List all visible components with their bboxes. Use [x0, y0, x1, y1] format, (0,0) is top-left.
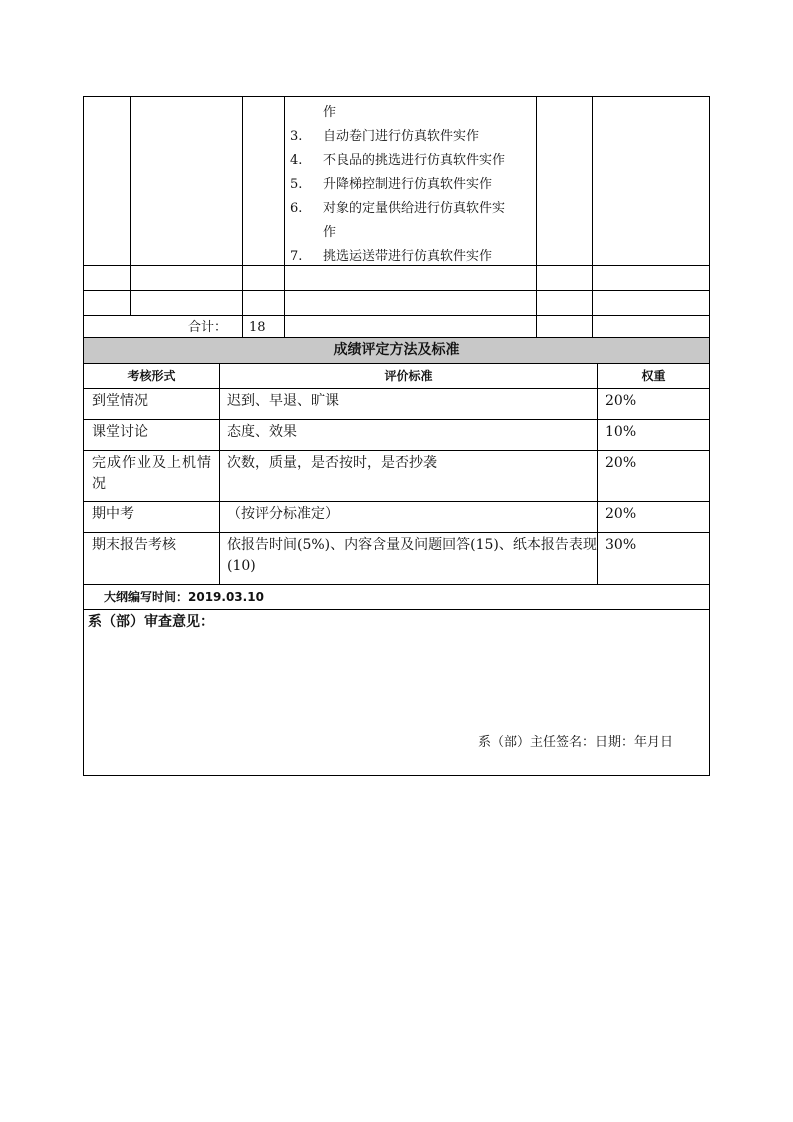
list-item: 5. 升降梯控制进行仿真软件实作 [290, 177, 493, 192]
total-label: 合计： [187, 320, 227, 335]
row-form: 期末报告考核 [92, 537, 176, 553]
row-weight: 20% [605, 506, 637, 522]
lesson-table [83, 96, 710, 338]
list-item: 6. 对象的定量供给进行仿真软件实 [290, 201, 506, 216]
section-title: 成绩评定方法及标准 [84, 338, 709, 364]
row-weight: 20% [605, 393, 637, 409]
row-form: 到堂情况 [92, 393, 148, 409]
col-divider [242, 97, 243, 337]
row-divider [84, 419, 709, 420]
review-label: 系（部）审查意见： [88, 614, 214, 630]
syllabus-page [83, 96, 710, 776]
row-criteria: 态度、效果 [227, 424, 297, 440]
outline-time: 大纲编写时间：2019.03.10 [104, 590, 264, 604]
signature-line: 系（部）主任签名：日期：年月日 [477, 735, 673, 750]
row-criteria: （按评分标准定） [227, 506, 339, 522]
header-form: 考核形式 [127, 369, 176, 383]
col-divider [219, 364, 220, 584]
row-criteria: 次数，质量，是否按时，是否抄袭 [227, 455, 437, 471]
list-item: 作 [323, 105, 337, 120]
row-criteria: 迟到、早退、旷课 [227, 393, 339, 409]
col-divider [592, 97, 593, 337]
row-divider [84, 609, 709, 610]
header-weight: 权重 [641, 369, 666, 383]
col-divider [597, 364, 598, 584]
grading-table [83, 338, 710, 776]
row-divider [84, 290, 709, 291]
row-weight: 20% [605, 455, 637, 471]
row-divider [84, 315, 709, 316]
row-divider [84, 450, 709, 451]
row-divider [84, 584, 709, 585]
list-item: 作 [323, 225, 337, 240]
row-weight: 30% [605, 537, 637, 553]
list-item: 3. 自动卷门进行仿真软件实作 [290, 129, 480, 144]
row-form: 课堂讨论 [92, 424, 148, 440]
total-hours: 18 [249, 320, 266, 335]
row-form: 完成作业及上机情况 [92, 455, 212, 492]
row-form: 期中考 [92, 506, 134, 522]
list-item: 7. 挑选运送带进行仿真软件实作 [290, 249, 493, 264]
row-divider [84, 388, 709, 389]
col-divider [284, 97, 285, 337]
lesson-item-list [290, 101, 540, 269]
header-criteria: 评价标准 [384, 369, 433, 383]
list-item: 4. 不良品的挑选进行仿真软件实作 [290, 153, 506, 168]
row-criteria: 依报告时间(5%)、内容含量及问题回答(15)、纸本报告表现(10) [227, 537, 597, 574]
col-divider [130, 97, 131, 315]
row-divider [84, 501, 709, 502]
row-divider [84, 532, 709, 533]
row-weight: 10% [605, 424, 637, 440]
